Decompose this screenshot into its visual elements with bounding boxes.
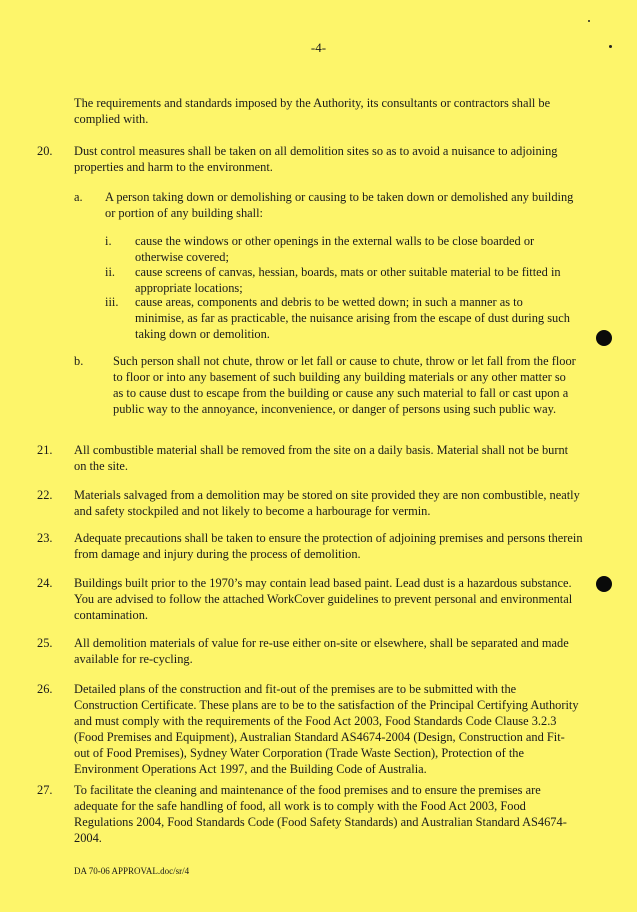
roman-number-i: i. [105,234,112,248]
sub-text-a: A person taking down or demolishing or causing to be taken down or demolished any building or portion of any building shall: [105,190,574,220]
item-number-22: 22. [37,488,53,502]
item-text-23: Adequate precautions shall be taken to ensure the protection of adjoining premises and persons therein from damage and injury during the process of demolition. [74,531,583,561]
sub-text-b: Such person shall not chute, throw or let fall or cause to chute, throw or let fall from the floor to floor or into any basement of such building any building materials or any other matter so as to cause dust to escape from the building or cause any such material to fall or cast upon a public way to the annoyance, inconvenience, or danger of persons using such public way. [113,354,576,416]
item-number-23: 23. [37,531,53,545]
sub-label-b: b. [74,354,84,368]
roman-number-ii: ii. [105,265,115,279]
item-text-22: Materials salvaged from a demolition may be stored on site provided they are non combustible, neatly and safety stockpiled and not likely to become a harbourage for vermin. [74,488,580,518]
roman-text-iii: cause areas, components and debris to be wetted down; in such a manner as to minimise, as far as practicable, the nuisance arising from the escape of dust during such taking down or demolition. [135,295,570,341]
item-text-21: All combustible material shall be removed from the site on a daily basis. Material shall not be burnt on the site. [74,443,569,473]
item-number-26: 26. [37,682,53,696]
item-text-25: All demolition materials of value for re-use either on-site or elsewhere, shall be separated and made available for re-cycling. [74,636,569,666]
item-number-21: 21. [37,443,53,457]
footer-reference: DA 70-06 APPROVAL.doc/sr/4 [74,866,190,876]
item-text-24: Buildings built prior to the 1970’s may contain lead based paint. Lead dust is a hazardous substance. You are advised to follow the attached WorkCover guidelines to prevent personal and environmental contamination. [74,576,573,622]
item-number-20: 20. [37,144,53,158]
item-text-26: Detailed plans of the construction and fit-out of the premises are to be submitted with the Construction Certificate. These plans are to be to the satisfaction of the Principal Certifying Authority and must comply with the requirements of the Food Act 2003, Food Standards Code Clause 3.2.3 (Food Premises and Equipment), Australian Standard AS4674-2004 (Design, Construction and Fit-out of Food Premises), Sydney Water Corporation (Trade Waste Section), Protection of the Environment Operations Act 1997, and the Building Code of Australia. [74,682,579,776]
punch-hole-lower [596,576,612,592]
sub-label-a: a. [74,190,83,204]
page-number: -4- [310,40,327,55]
item-number-27: 27. [37,783,53,797]
punch-hole-upper [596,330,612,346]
scan-speck-small [588,20,590,22]
item-number-25: 25. [37,636,53,650]
roman-text-ii: cause screens of canvas, hessian, boards, mats or other suitable material to be fitted in appropriate locations; [135,265,561,295]
scan-speck [609,45,612,48]
item-number-24: 24. [37,576,53,590]
roman-number-iii: iii. [105,295,119,309]
item-text-27: To facilitate the cleaning and maintenance of the food premises and to ensure the premises are adequate for the safe handling of food, all work is to comply with the Food Act 2003, Food Regulations 2004, Food Standards Code (Food Safety Standards) and Australian Standard AS4674-2004. [74,783,567,845]
roman-text-i: cause the windows or other openings in the external walls to be close boarded or otherwise covered; [135,234,535,264]
intro-paragraph: The requirements and standards imposed by the Authority, its consultants or contractors shall be complied with. [74,96,551,126]
item-text-20: Dust control measures shall be taken on all demolition sites so as to avoid a nuisance to adjoining properties and harm to the environment. [74,144,558,174]
